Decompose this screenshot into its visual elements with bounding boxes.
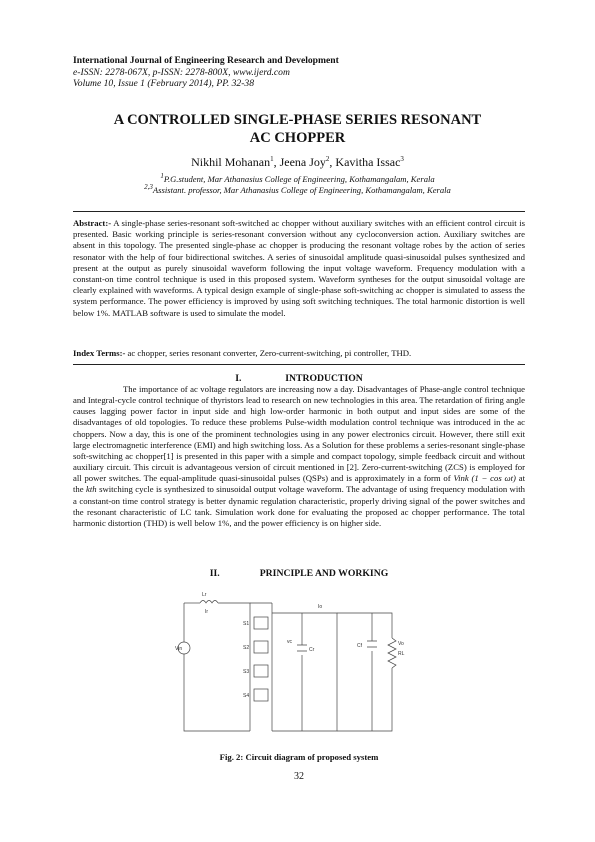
source-label: Vin: [175, 646, 183, 652]
inline-equation: kth: [86, 484, 97, 495]
abstract-label: Abstract:-: [73, 218, 112, 228]
paper-title-line-2: AC CHOPPER: [249, 130, 346, 146]
section-number: I.: [235, 373, 242, 384]
author-sup: 3: [400, 155, 404, 163]
journal-header: [73, 55, 533, 90]
switch-label-s3: S3: [243, 669, 250, 675]
switch-s2: [254, 641, 268, 653]
section-heading-principle: [73, 568, 525, 579]
intro-text-mid: at the: [73, 473, 526, 495]
index-terms-label: Index Terms:-: [73, 348, 126, 358]
journal-name: International Journal of Engineering Research and Development: [73, 55, 339, 66]
paper-title: [60, 111, 535, 147]
affiliation-text: P.G.student, Mar Athanasius College of Engineering, Kothamangalam, Kerala: [163, 173, 435, 184]
page-number: 32: [294, 771, 304, 782]
intro-text-end: switching cycle is synthesized to sinusoidal output voltage waveform. The advantage of using frequency modulation with a constant-on time control strategy is better dynamic regulation characteristic, properly driving signal of the power switches and the resonant characteristic of LC tank. Simulation work done for evaluating the proposed ac chopper performance. The total harmonic distortion (THD) is well below 1%, and the power efficiency is on higher side.: [73, 484, 526, 528]
author-name: Jeena Joy: [279, 155, 326, 169]
journal-issn: e-ISSN: 2278-067X, p-ISSN: 2278-800X, www.ijerd.com: [73, 66, 290, 78]
introduction-paragraph: [73, 384, 525, 529]
affiliation-sup: 1: [160, 172, 164, 180]
switch-label-s2: S2: [243, 645, 250, 651]
author-name: Nikhil Mohanan: [191, 155, 271, 169]
circuit-diagram-figure: [172, 583, 414, 748]
current-label: Ir: [205, 609, 209, 615]
cf-label: Cf: [357, 643, 362, 649]
switch-s4: [254, 689, 268, 701]
author-sup: 2: [325, 155, 330, 163]
introduction-body: [73, 384, 525, 529]
index-terms: [73, 348, 525, 359]
inline-equation: Vink (1 − cos ωt): [453, 473, 516, 484]
author-sup: 1: [270, 155, 274, 163]
switch-label-s1: S1: [243, 621, 250, 627]
divider-bottom: [73, 364, 525, 365]
switch-label-s4: S4: [243, 693, 250, 699]
affiliation: [60, 183, 535, 195]
section-title: INTRODUCTION: [285, 373, 363, 384]
affiliation-sup: 2,3: [144, 183, 153, 191]
rl-label: RL: [398, 651, 405, 657]
intro-text: The importance of ac voltage regulators are increasing now a day. Disadvantages of Phase-angle control technique and Integral-cycle control technique of thyristors lead to research on new technologies in this area. The retardation of firing angle causes lagging power factor in input side and high low-order harmonic in both output and input sides are some of the disadvantages of old topologies. To reduce these problems Pulse-width modulation control technique was introduced in the ac choppers. Now a day, this is one of the prominent technologies using in any power electronics circuit. However, there still exit large electromagnetic interference (EMI) and high switching loss. As a Solution for these problems a series-resonant single-phase soft-switching ac chopper[1] is presented in this paper with a simple and compact topology, simple feedback circuit and without auxiliary circuit. This circuit is advantageous version of circuit mentioned in [2]. Zero-current-switching (ZCS) is employed for all power switches. The equal-amplitude quasi-sinusoidal pulses (QSPs) and is approximately in a form of: [73, 384, 525, 484]
section-heading-introduction: [73, 373, 525, 384]
author-name: Kavitha Issac: [335, 155, 401, 169]
index-terms-text: ac chopper, series resonant converter, Zero-current-switching, pi controller, THD.: [127, 348, 412, 358]
affiliation-text: Assistant. professor, Mar Athanasius College of Engineering, Kothamangalam, Kerala: [152, 184, 451, 195]
abstract-text: A single-phase series-resonant soft-switched ac chopper without auxiliary switches with an efficient control circuit is presented. Basic working principle is series-resonant conversion without any cycloconversion action. Auxiliary switches are absent in this topology. The presented single-phase ac chopper is producing the resonant voltage robes by the action of series resonator with the help of four bidirectional switches. A series of sinusoidal amplitude quasi-sinusoidal pulses synthesized and present at the output as purely sinusoidal waveform following the input voltage waveform. Frequency modulation with a constant-on time control technique is used in this proposed system. Waveform syntheses for the output sinusoidal voltage are clearly explained with waveforms. A typical design example of single-phase soft-switching ac chopper is simulated to assess the system performance. The power efficiency is improved by using soft switching techniques. The total harmonic distortion is well below 1%. MATLAB software is used to simulate the model.: [73, 218, 525, 318]
output-current-label: Io: [318, 604, 323, 610]
paper-title-line-1: A CONTROLLED SINGLE-PHASE SERIES RESONANT: [113, 112, 482, 128]
inductor-label: Lr: [202, 592, 207, 598]
author-list: Nikhil Mohanan$^1$, Jeena Joy$^2$, Kavitha Issac$^3$: [191, 155, 404, 169]
section-title: PRINCIPLE AND WORKING: [259, 568, 389, 579]
divider-top: [73, 211, 525, 212]
switch-s3: [254, 665, 268, 677]
figure-background: [172, 583, 414, 748]
switch-s1: [254, 617, 268, 629]
abstract: [73, 218, 525, 319]
vo-label: Vo: [398, 641, 404, 647]
circuit-diagram: [172, 583, 414, 748]
journal-volume: Volume 10, Issue 1 (February 2014), PP. 32-38: [73, 78, 255, 89]
cr-label: Cr: [309, 647, 315, 653]
section-number: II.: [209, 568, 220, 579]
figure-caption: Fig. 2: Circuit diagram of proposed system: [219, 752, 379, 762]
vc-label: vc: [287, 639, 292, 645]
